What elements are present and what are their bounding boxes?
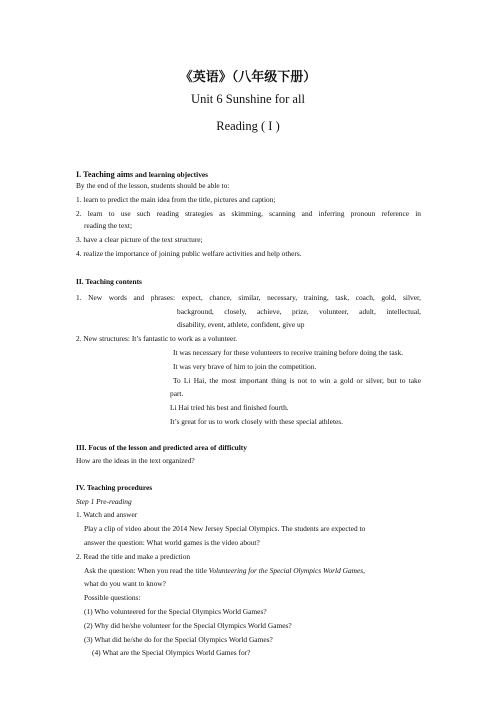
ask-line-1 bbox=[84, 566, 365, 575]
possible-questions-label: Possible questions: bbox=[84, 593, 141, 602]
ask-prefix: Ask the question: When you read the title bbox=[84, 566, 209, 575]
aims-heading-main: I. Teaching aims bbox=[76, 170, 134, 179]
page-title: 《英语》（八年级下册） bbox=[179, 69, 317, 84]
aims-item-4: 4. realize the importance of joining public welfare activities and help others. bbox=[76, 249, 302, 258]
question-2: (2) Why did he/she volunteer for the Special Olympics World Games? bbox=[84, 621, 292, 630]
aims-item-2: 2. learn to use such reading strategies as skimming, scanning and inferring pronoun reference in bbox=[76, 209, 421, 218]
unit-title: Unit 6 Sunshine for all bbox=[191, 92, 305, 106]
procedures-heading: IV. Teaching procedures bbox=[76, 483, 153, 492]
question-1: (1) Who volunteered for the Special Olympics World Games? bbox=[84, 607, 267, 616]
focus-text: How are the ideas in the text organized? bbox=[76, 456, 195, 465]
contents-item-1: 1. New words and phrases: expect, chance, similar, necessary, training, task, coach, gold, silver, bbox=[76, 293, 421, 302]
structure-3: To Li Hai, the most important thing is not to win a gold or silver, but to take bbox=[173, 376, 421, 385]
lesson-title: Reading ( I ) bbox=[216, 119, 280, 133]
aims-heading bbox=[76, 170, 208, 179]
watch-text-2: answer the question: What world games is the video about? bbox=[84, 538, 260, 547]
watch-text-1: Play a clip of video about the 2014 New Jersey Special Olympics. The students are expected to bbox=[84, 524, 366, 533]
structure-3-cont: part. bbox=[170, 389, 184, 398]
contents-item-2: 2. New structures: It’s fantastic to work as a volunteer. bbox=[76, 334, 238, 343]
structure-5: It’s great for us to work closely with these special athletes. bbox=[170, 417, 344, 426]
ask-line-2: what do you want to know? bbox=[84, 579, 166, 588]
contents-item-1-cont: background, closely, achieve, prize, volunteer, adult, intellectual, bbox=[177, 307, 421, 316]
aims-item-1: 1. learn to predict the main idea from the title, pictures and caption; bbox=[76, 195, 276, 204]
step-1-heading: Step 1 Pre-reading bbox=[76, 497, 132, 506]
contents-heading: II. Teaching contents bbox=[76, 277, 142, 286]
ask-title-italic: Volunteering for the Special Olympics World Games bbox=[208, 566, 364, 575]
structure-2: It was very brave of him to join the competition. bbox=[173, 362, 317, 371]
structure-1: It was necessary for these volunteers to receive training before doing the task. bbox=[173, 348, 404, 357]
aims-intro: By the end of the lesson, students should be able to: bbox=[76, 181, 230, 190]
structure-4: Li Hai tried his best and finished fourth. bbox=[170, 403, 289, 412]
aims-item-3: 3. have a clear picture of the text structure; bbox=[76, 235, 203, 244]
read-heading: 2. Read the title and make a prediction bbox=[76, 552, 191, 561]
watch-heading: 1. Watch and answer bbox=[76, 510, 138, 519]
contents-item-1-cont2: disability, event, athlete, confident, give up bbox=[177, 320, 305, 329]
focus-heading: III. Focus of the lesson and predicted area of difficulty bbox=[76, 443, 247, 452]
aims-item-2-cont: reading the text; bbox=[84, 221, 133, 230]
question-4: (4) What are the Special Olympics World Games for? bbox=[92, 648, 251, 657]
aims-heading-rest: and learning objectives bbox=[133, 170, 209, 179]
ask-suffix: , bbox=[363, 566, 366, 575]
question-3: (3) What did he/she do for the Special Olympics World Games? bbox=[84, 635, 273, 644]
